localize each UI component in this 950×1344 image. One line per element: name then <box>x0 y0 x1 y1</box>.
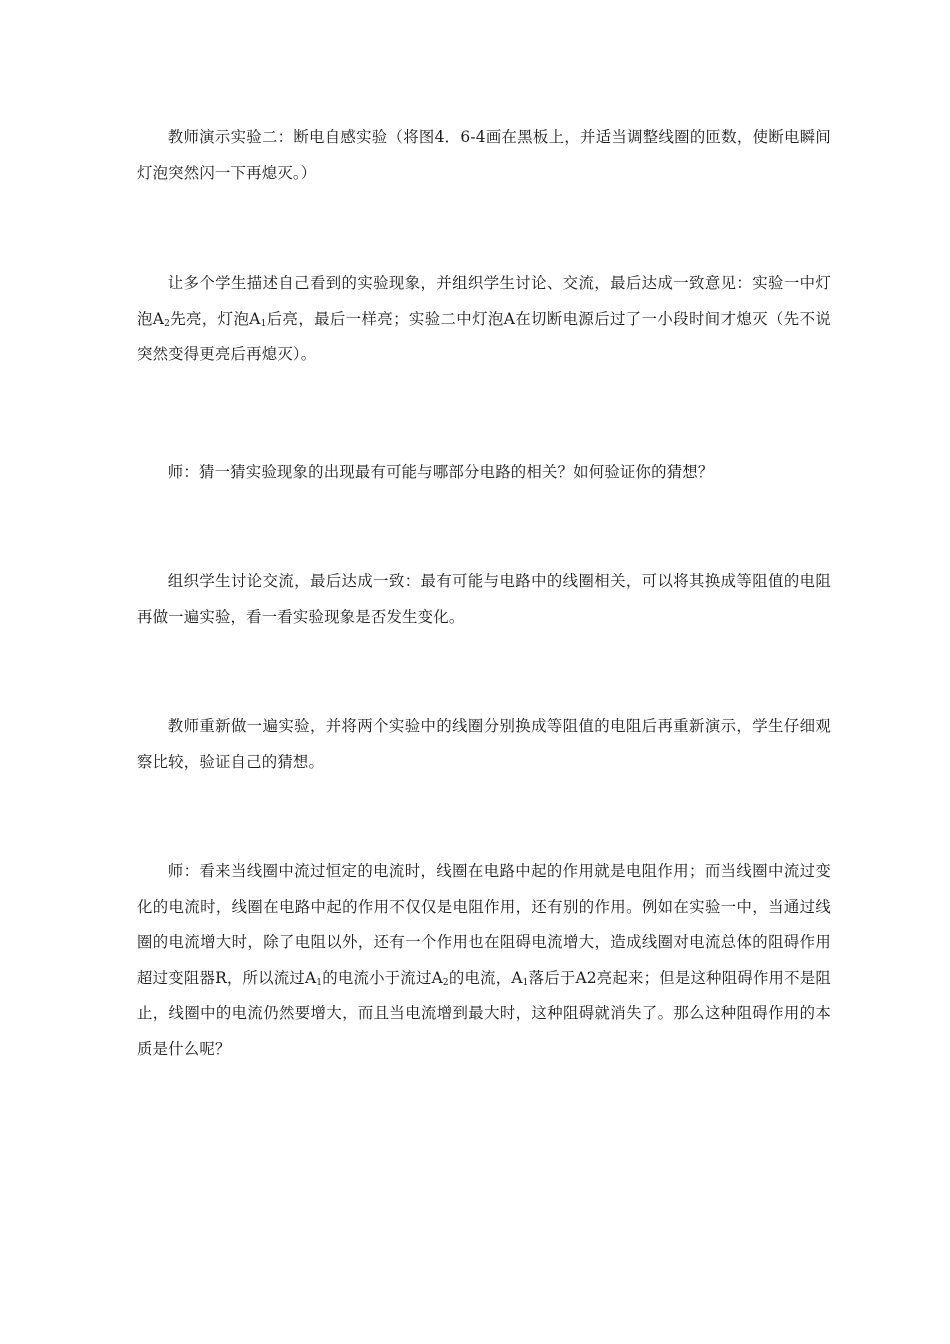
paragraph-teacher-explanation <box>137 854 831 1067</box>
subscript: 1 <box>522 977 529 988</box>
paragraph-repeat-experiment: 教师重新做一遍实验，并将两个实验中的线圈分别换成等阻值的电阻后再重新演示，学生仔细观察比较，验证自己的猜想。 <box>137 717 831 771</box>
paragraph-teacher-question: 师：猜一猜实验现象的出现最有可能与哪部分电路的相关？如何验证你的猜想？ <box>167 463 714 481</box>
paragraph-discussion-conclusion: 组织学生讨论交流，最后达成一致：最有可能与电路中的线圈相关，可以将其换成等阻值的电阻再做一遍实验，看一看实验现象是否发生变化。 <box>137 572 831 626</box>
subscript: 1 <box>316 977 323 988</box>
paragraph-student-observations <box>137 266 831 373</box>
subscript: 1 <box>260 318 267 329</box>
text-run: 后亮，最后一样亮；实验二中灯泡A在切断电源后过了一小段时间才熄灭（先不说突然变得更亮后再熄灭）。 <box>137 309 831 363</box>
paragraph-demo-experiment-two: 教师演示实验二：断电自感实验（将图4．6-4画在黑板上，并适当调整线圈的匝数，使断电瞬间灯泡突然闪一下再熄灭。） <box>137 128 831 182</box>
text-run: 落后于A2亮起来；但是这种阻碍作用不是阻止，线圈中的电流仍然要增大，而且当电流增到最大时，这种阻碍就消失了。那么这种阻碍作用的本质是什么呢？ <box>137 968 831 1058</box>
text-run: 先亮，灯泡A <box>170 309 261 328</box>
subscript: 2 <box>442 977 449 988</box>
text-run: 师：看来当线圈中流过恒定的电流时，线圈在电路中起的作用就是电阻作用；而当线圈中流过变化的电流时，线圈在电路中起的作用不仅仅是电阻作用，还有别的作用。例如在实验一中，当通过线圈的电流增大时，除了电阻以外，还有一个作用也在阻碍电流增大，造成线圈对电流总体的阻碍作用超过变阻器R，所以流过A <box>137 862 831 987</box>
text-run: 的电流小于流过A <box>322 968 443 987</box>
text-run: 的电流，A <box>448 968 523 987</box>
text-run: 让多个学生描述自己看到的实验现象，并组织学生讨论、交流，最后达成一致意见：实验一中灯泡A <box>137 274 831 328</box>
subscript: 2 <box>164 318 171 329</box>
